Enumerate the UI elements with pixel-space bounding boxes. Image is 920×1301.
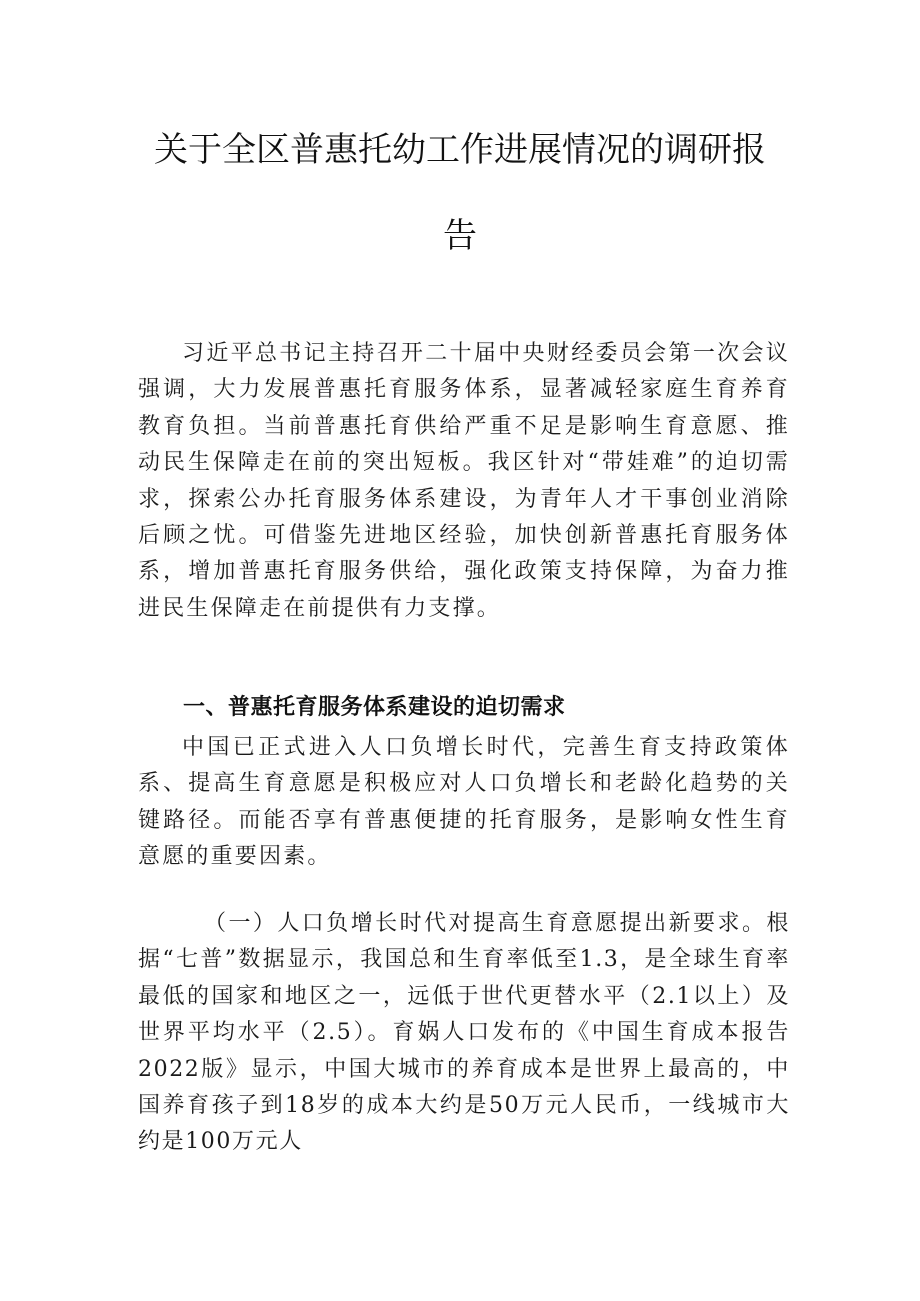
document-title: 关于全区普惠托幼工作进展情况的调研报 [154, 130, 766, 170]
subsection-1-paragraph: （一）人口负增长时代对提高生育意愿提出新要求。根据“七普”数据显示，我国总和生育率低至1.3，是全球生育率最低的国家和地区之一，远低于世代更替水平（2.1以上）及世界平均水平（2.5）。育娲人口发布的《中国生育成本报告2022版》显示，中国大城市的养育成本是世界上最高的，中国养育孩子到18岁的成本大约是50万元人民币，一线城市大约是100万元人 [138, 911, 790, 1155]
section-heading-1: 一、普惠托育服务体系建设的迫切需求 [183, 695, 566, 720]
section-1-paragraph: 中国已正式进入人口负增长时代，完善生育支持政策体系、提高生育意愿是积极应对人口负增长和老龄化趋势的关键路径。而能否享有普惠便捷的托育服务，是影响女性生育意愿的重要因素。 [138, 735, 790, 870]
intro-paragraph: 习近平总书记主持召开二十届中央财经委员会第一次会议强调，大力发展普惠托育服务体系，显著减轻家庭生育养育教育负担。当前普惠托育供给严重不足是影响生育意愿、推动民生保障走在前的突出短板。我区针对“带娃难”的迫切需求，探索公办托育服务体系建设，为青年人才干事创业消除后顾之忧。可借鉴先进地区经验，加快创新普惠托育服务体系，增加普惠托育服务供给，强化政策支持保障，为奋力推进民生保障走在前提供有力支撑。 [138, 341, 790, 621]
document-title-continued: 告 [443, 216, 477, 256]
